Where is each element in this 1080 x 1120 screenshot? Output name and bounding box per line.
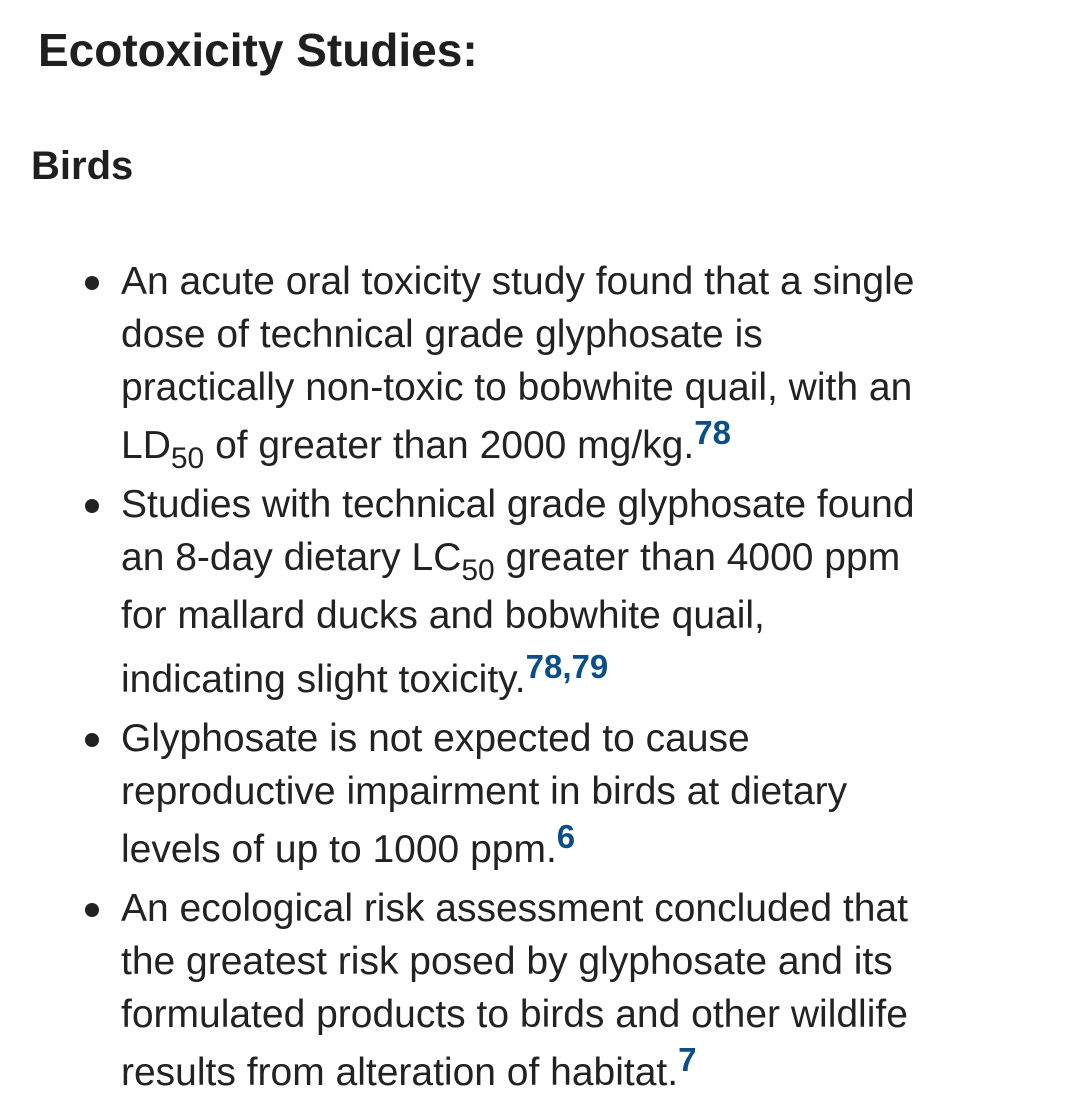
reference-link[interactable]: 7 [678,1041,697,1078]
line-text: an 8-day dietary LC [121,536,462,579]
line-text: levels of up to 1000 ppm. [121,828,557,871]
text-line: Glyphosate is not expected to cause [121,717,750,760]
text-line: formulated products to birds and other wildlife [121,993,908,1036]
measure-label: LD [121,424,171,467]
bird-findings-list [0,255,1080,1105]
line-text: indicating slight toxicity. [121,658,526,701]
text-line [121,531,1060,587]
subscript: 50 [170,442,205,475]
line-text: results from alteration of habitat. [121,1051,679,1094]
text-line [121,818,1060,882]
text-line [121,648,1060,712]
list-item [0,882,1080,1105]
subscript: 50 [461,554,495,587]
bullet-icon [85,276,99,290]
text-line: An ecological risk assessment concluded that [121,887,908,930]
text-line: An acute oral toxicity study found that a single [121,260,915,303]
text-line: practically non-toxic to bobwhite quail, with an [121,366,913,409]
bullet-icon [85,733,99,747]
list-item [0,255,1080,478]
text-line: the greatest risk posed by glyphosate and its [121,940,893,983]
text-line: dose of technical grade glyphosate is [121,313,763,356]
section-title: Ecotoxicity Studies: [38,24,478,76]
line-text: of greater than 2000 mg/kg. [204,424,695,467]
text-line: reproductive impairment in birds at dietary [121,770,848,813]
bullet-icon [85,499,99,513]
list-item [0,478,1080,712]
reference-link[interactable]: 78,79 [525,648,609,685]
bullet-icon [85,903,99,917]
text-line: Studies with technical grade glyphosate found [121,483,915,526]
reference-link[interactable]: 78 [694,414,731,451]
text-line: for mallard ducks and bobwhite quail, [121,594,765,637]
subsection-title-birds: Birds [31,144,134,188]
reference-link[interactable]: 6 [556,818,576,855]
text-line [121,1041,1060,1105]
list-item [0,712,1080,882]
line-text: greater than 4000 ppm [494,536,901,579]
text-line [121,414,1060,478]
